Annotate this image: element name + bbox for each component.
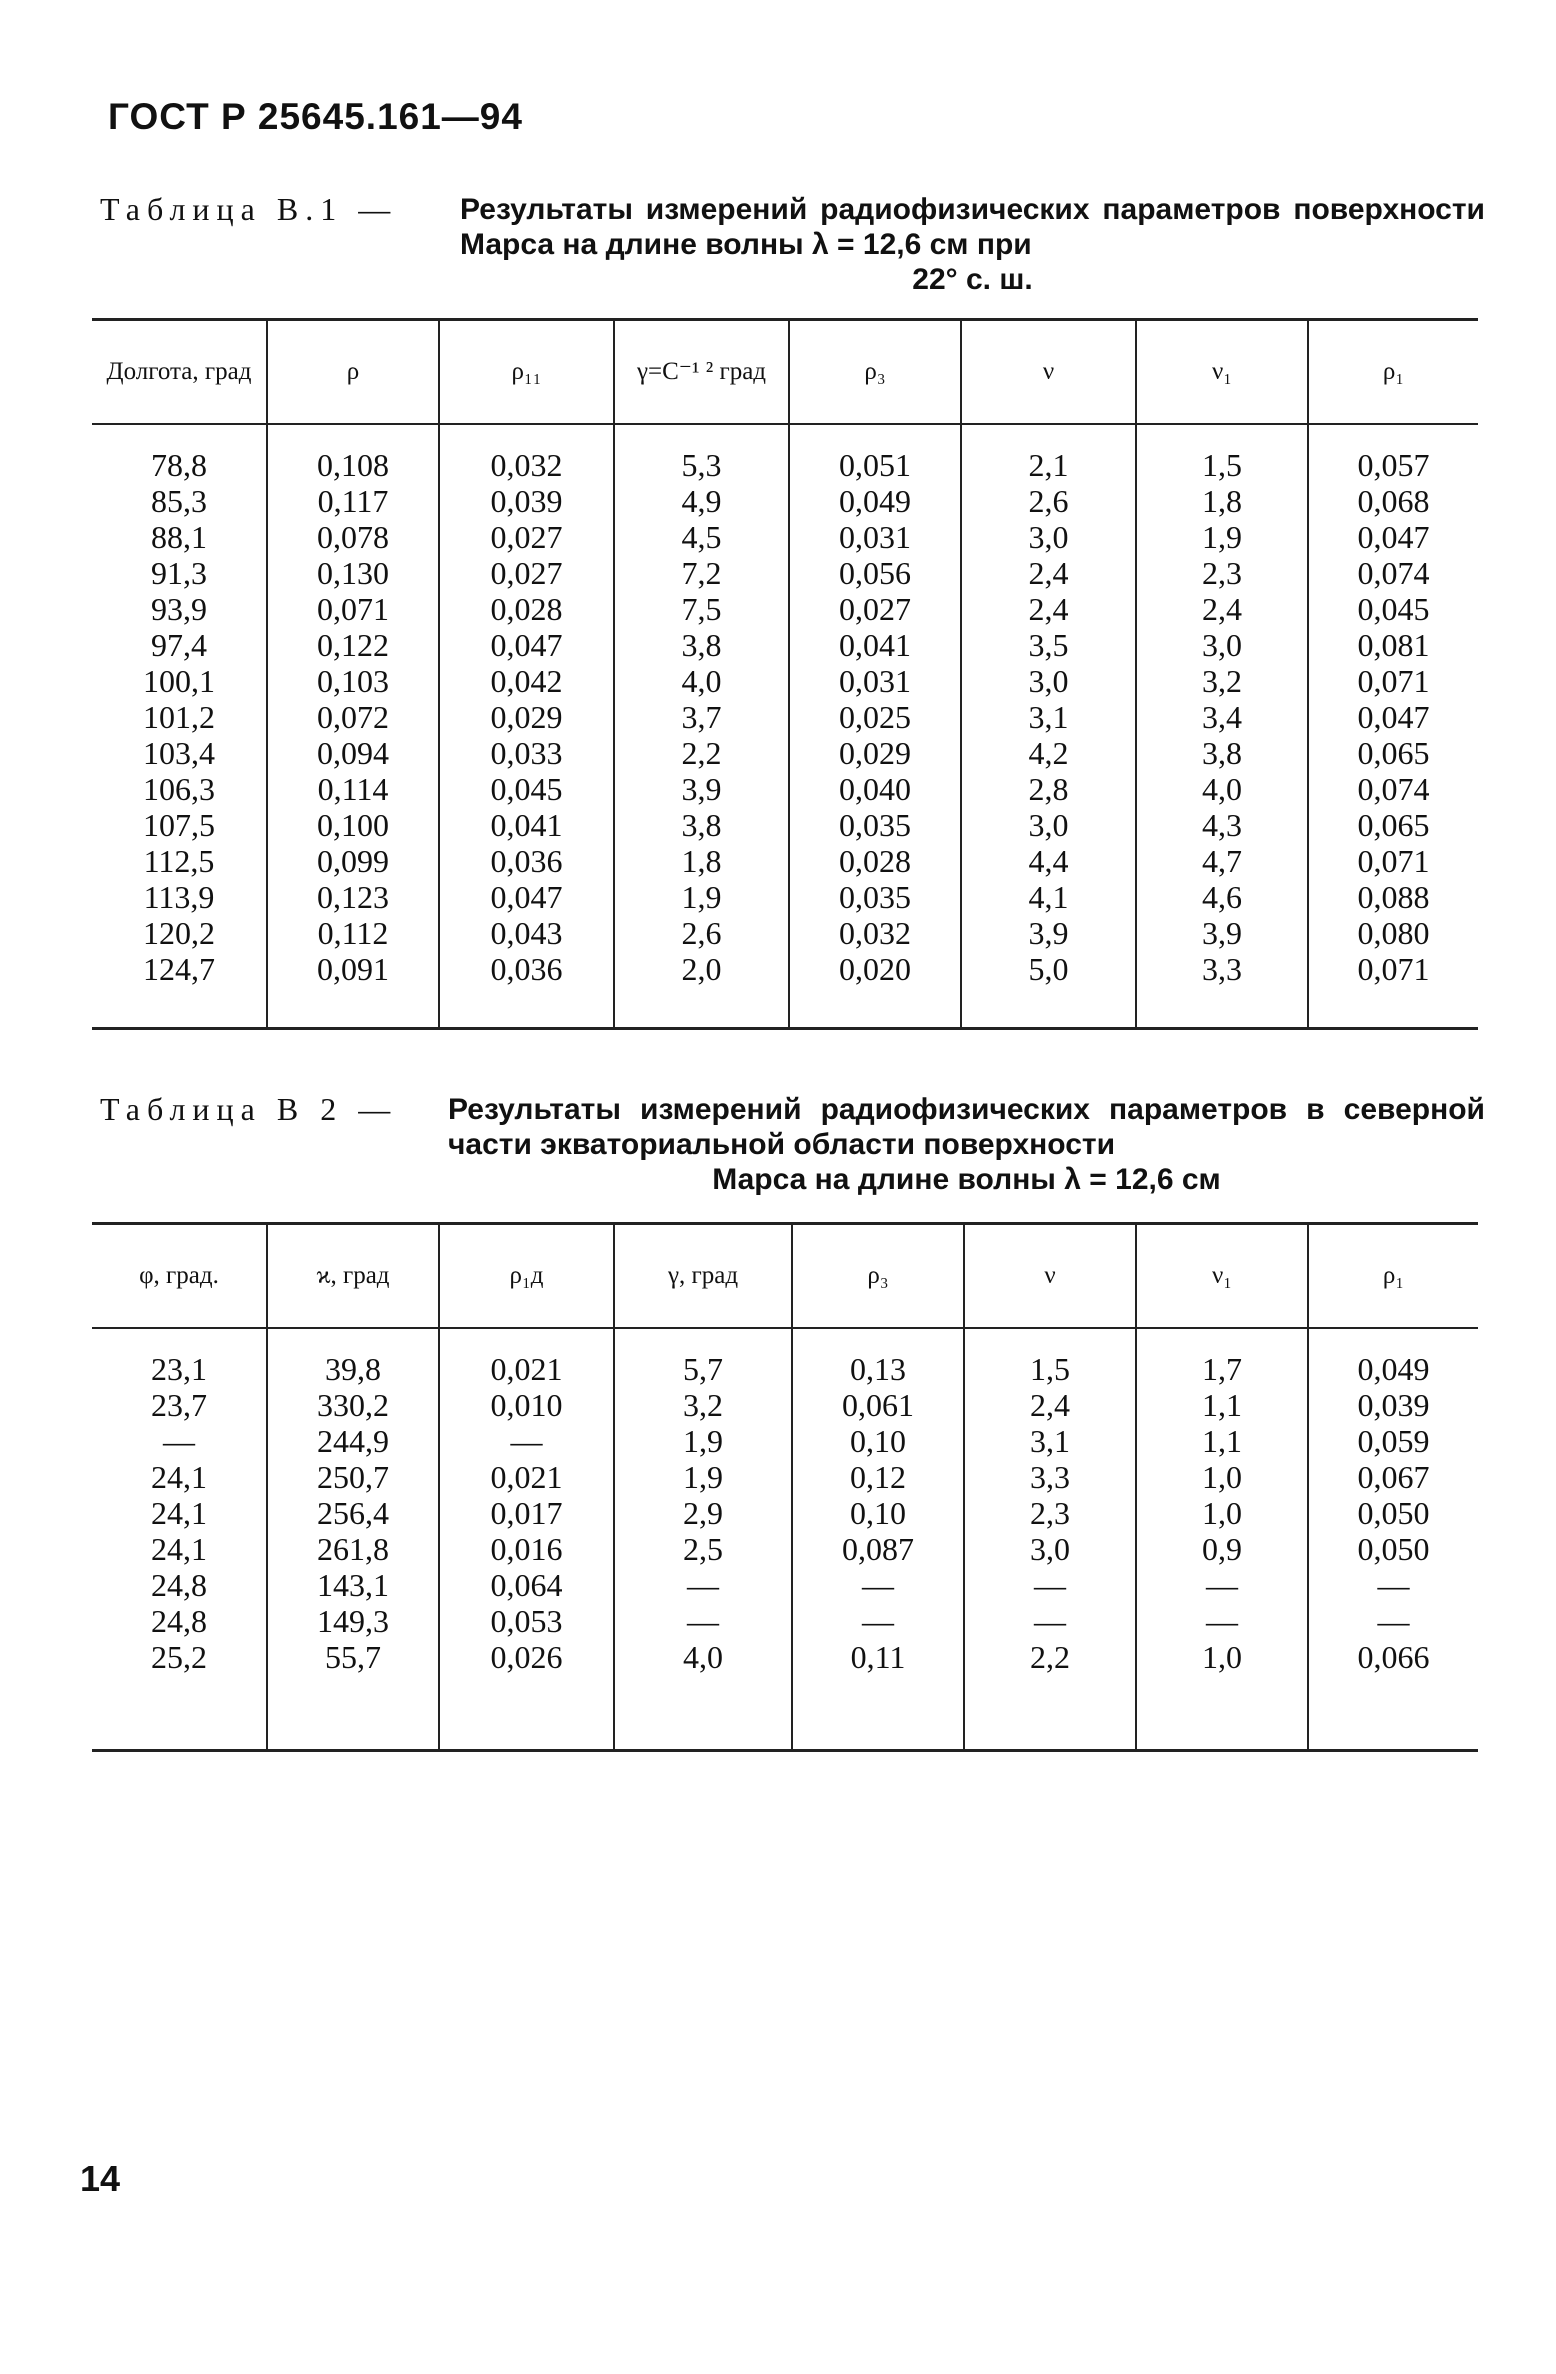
table-cell: 0,12: [792, 1459, 964, 1495]
table2-caption-last: Марса на длине волны λ = 12,6 см: [712, 1163, 1221, 1196]
table-cell: 0,036: [439, 951, 614, 987]
table-cell: 3,8: [1136, 735, 1308, 771]
table2-body: [92, 1328, 1478, 1751]
table-cell: 3,0: [964, 1531, 1136, 1567]
table-cell: 0,9: [1136, 1531, 1308, 1567]
table-cell: 0,056: [789, 555, 961, 591]
table-row: [92, 1351, 1478, 1387]
table-cell: 0,033: [439, 735, 614, 771]
table-cell: 2,4: [1136, 591, 1308, 627]
table-cell: 0,080: [1308, 915, 1478, 951]
table-cell: 113,9: [143, 879, 215, 915]
table-cell: 25,2: [151, 1639, 207, 1675]
table-cell: 256,4: [267, 1495, 439, 1531]
table-cell: 91,3: [151, 555, 207, 591]
table-cell: 0,057: [1308, 447, 1478, 483]
table-cell: 1,0: [1136, 1495, 1308, 1531]
table-cell: 24,1: [151, 1495, 207, 1531]
table-cell: 0,040: [789, 771, 961, 807]
table-cell: 3,2: [614, 1387, 792, 1423]
table-cell: 0,066: [1308, 1639, 1478, 1675]
table-cell: 0,039: [439, 483, 614, 519]
table2-header-cell: ν: [964, 1224, 1136, 1329]
table-cell: 1,9: [1136, 519, 1308, 555]
spacer-cell: [614, 424, 789, 447]
table-row: [92, 1423, 1478, 1459]
table-cell: 0,067: [1308, 1459, 1478, 1495]
table1-header-cell: ν: [961, 320, 1136, 425]
table-cell: 0,036: [439, 843, 614, 879]
spacer-row: [92, 987, 1478, 1029]
table-cell: 0,035: [789, 807, 961, 843]
table-cell: 4,7: [1136, 843, 1308, 879]
table-cell: 1,0: [1136, 1459, 1308, 1495]
table-row: [92, 1531, 1478, 1567]
table-cell: 0,029: [439, 699, 614, 735]
table-cell: —: [614, 1603, 792, 1639]
table-cell: —: [614, 1567, 792, 1603]
table-cell: 0,039: [1308, 1387, 1478, 1423]
table-row: [92, 555, 1478, 591]
table-cell: 97,4: [151, 627, 207, 663]
spacer-cell: [267, 424, 439, 447]
table-cell: 0,049: [789, 483, 961, 519]
table-cell: 0,13: [792, 1351, 964, 1387]
table-cell: 2,6: [961, 483, 1136, 519]
table-row: [92, 1567, 1478, 1603]
table-cell: 0,047: [439, 879, 614, 915]
table-cell: 3,4: [1136, 699, 1308, 735]
table-cell: 0,051: [789, 447, 961, 483]
table-cell: 0,017: [439, 1495, 614, 1531]
table2-header-cell: φ, град.: [92, 1224, 267, 1329]
table-cell: 3,0: [961, 519, 1136, 555]
spacer-cell: [439, 424, 614, 447]
table-cell: 2,2: [614, 735, 789, 771]
table-cell: 2,1: [961, 447, 1136, 483]
table-cell: 0,050: [1308, 1495, 1478, 1531]
table-cell: 261,8: [267, 1531, 439, 1567]
table-cell: 5,0: [961, 951, 1136, 987]
table-cell: —: [1136, 1603, 1308, 1639]
table-cell: —: [792, 1567, 964, 1603]
table-cell: 1,1: [1136, 1423, 1308, 1459]
table-cell: 0,088: [1308, 879, 1478, 915]
table-cell: 0,071: [1308, 951, 1478, 987]
table-cell: 3,9: [961, 915, 1136, 951]
table-cell: 88,1: [151, 519, 207, 555]
table1-header-cell: Долгота, град: [92, 320, 267, 425]
table-cell: 0,032: [439, 447, 614, 483]
table-cell: 244,9: [267, 1423, 439, 1459]
table-cell: 0,047: [439, 627, 614, 663]
table-cell: 0,117: [267, 483, 439, 519]
table-cell: 3,8: [614, 627, 789, 663]
table-cell: 0,074: [1308, 555, 1478, 591]
table-row: [92, 483, 1478, 519]
table-cell: 106,3: [143, 771, 215, 807]
table-cell: 78,8: [151, 447, 207, 483]
table-cell: 3,7: [614, 699, 789, 735]
table-row: [92, 915, 1478, 951]
table-row: [92, 1603, 1478, 1639]
table1: [92, 318, 1478, 1030]
table-cell: 3,9: [614, 771, 789, 807]
table-cell: 0,10: [792, 1495, 964, 1531]
page-number: 14: [80, 2158, 121, 2199]
table-cell: 250,7: [267, 1459, 439, 1495]
table-cell: 4,1: [961, 879, 1136, 915]
table-cell: 0,078: [267, 519, 439, 555]
table-row: [92, 1495, 1478, 1531]
table-row: [92, 1639, 1478, 1675]
table-cell: 5,3: [614, 447, 789, 483]
table-row: [92, 699, 1478, 735]
table-cell: 3,0: [961, 663, 1136, 699]
spacer-cell: [1308, 987, 1478, 1029]
table-cell: 1,8: [1136, 483, 1308, 519]
table-cell: 3,1: [961, 699, 1136, 735]
table-cell: 0,10: [792, 1423, 964, 1459]
table2-header-cell: ρ₁: [1308, 1224, 1478, 1329]
table1-header-row: [92, 320, 1478, 425]
spacer-cell: [789, 424, 961, 447]
table-cell: 23,1: [151, 1351, 207, 1387]
table-cell: 0,049: [1308, 1351, 1478, 1387]
table-cell: 0,11: [792, 1639, 964, 1675]
table1-header-cell: ρ₁₁: [439, 320, 614, 425]
table-cell: 0,071: [1308, 843, 1478, 879]
spacer-row: [92, 1675, 1478, 1751]
table1-header-cell: γ=C⁻¹ ² град: [614, 320, 789, 425]
table-cell: 24,8: [151, 1603, 207, 1639]
table2-header-cell: ρ₃: [792, 1224, 964, 1329]
table-cell: 2,4: [961, 555, 1136, 591]
table-cell: 1,0: [1136, 1639, 1308, 1675]
table-cell: 0,087: [792, 1531, 964, 1567]
table-cell: 0,071: [1308, 663, 1478, 699]
table-cell: 7,5: [614, 591, 789, 627]
table-cell: 0,122: [267, 627, 439, 663]
table-cell: 0,103: [267, 663, 439, 699]
table-cell: 0,114: [267, 771, 439, 807]
table-cell: 0,064: [439, 1567, 614, 1603]
table-cell: 2,9: [614, 1495, 792, 1531]
table-row: [92, 627, 1478, 663]
table-cell: 5,7: [614, 1351, 792, 1387]
table1-header-cell: ν₁: [1136, 320, 1308, 425]
table-cell: 1,8: [614, 843, 789, 879]
table-cell: 0,020: [789, 951, 961, 987]
table-cell: 0,072: [267, 699, 439, 735]
table-cell: 23,7: [151, 1387, 207, 1423]
table1-caption: [100, 192, 1485, 297]
table1-caption-last: 22° с. ш.: [912, 263, 1033, 296]
spacer-cell: [961, 987, 1136, 1029]
table-cell: 4,2: [961, 735, 1136, 771]
table-cell: —: [964, 1603, 1136, 1639]
spacer-cell: [92, 424, 267, 447]
table-cell: 3,2: [1136, 663, 1308, 699]
table-cell: 0,010: [439, 1387, 614, 1423]
table-cell: 55,7: [267, 1639, 439, 1675]
table-cell: 0,031: [789, 663, 961, 699]
table-cell: 0,045: [439, 771, 614, 807]
table-cell: 0,031: [789, 519, 961, 555]
table-cell: 0,059: [1308, 1423, 1478, 1459]
table-cell: 2,6: [614, 915, 789, 951]
spacer-cell: [439, 1328, 614, 1351]
table2-header-cell: ϰ, град: [267, 1224, 439, 1329]
table-cell: 1,5: [964, 1351, 1136, 1387]
table-cell: 0,100: [267, 807, 439, 843]
table-cell: 24,1: [151, 1459, 207, 1495]
table-cell: 2,3: [964, 1495, 1136, 1531]
spacer-cell: [961, 424, 1136, 447]
table-cell: 0,041: [439, 807, 614, 843]
table-cell: 0,016: [439, 1531, 614, 1567]
table-cell: —: [1136, 1567, 1308, 1603]
table-cell: 0,025: [789, 699, 961, 735]
table-cell: 0,081: [1308, 627, 1478, 663]
table-cell: 0,028: [789, 843, 961, 879]
table2: [92, 1222, 1478, 1752]
spacer-cell: [267, 1675, 439, 1751]
table-cell: 0,041: [789, 627, 961, 663]
table-cell: 0,050: [1308, 1531, 1478, 1567]
table2-header-cell: ρ₁д: [439, 1224, 614, 1329]
table-row: [92, 843, 1478, 879]
table-cell: 0,028: [439, 591, 614, 627]
table-cell: 112,5: [143, 843, 215, 879]
table-cell: 0,043: [439, 915, 614, 951]
spacer-cell: [267, 987, 439, 1029]
spacer-cell: [1308, 424, 1478, 447]
table-cell: 93,9: [151, 591, 207, 627]
spacer-cell: [792, 1675, 964, 1751]
table1-header-cell: ρ₃: [789, 320, 961, 425]
table-row: [92, 1459, 1478, 1495]
table-cell: 3,3: [964, 1459, 1136, 1495]
table-cell: 0,099: [267, 843, 439, 879]
table-cell: 1,5: [1136, 447, 1308, 483]
table1-caption-body: Результаты измерений радиофизических параметров поверхности Марса на длине волны λ = 12,6 см при: [460, 193, 1485, 261]
table-cell: 120,2: [143, 915, 215, 951]
table-cell: 2,4: [964, 1387, 1136, 1423]
spacer-cell: [614, 987, 789, 1029]
table-cell: 103,4: [143, 735, 215, 771]
table-cell: 2,8: [961, 771, 1136, 807]
table-cell: 24,8: [151, 1567, 207, 1603]
table-cell: 2,4: [961, 591, 1136, 627]
table-cell: 124,7: [143, 951, 215, 987]
table2-header-cell: γ, град: [614, 1224, 792, 1329]
table-cell: 2,0: [614, 951, 789, 987]
table-cell: 149,3: [267, 1603, 439, 1639]
table-cell: 0,094: [267, 735, 439, 771]
table-cell: 3,0: [961, 807, 1136, 843]
table-cell: —: [1308, 1567, 1478, 1603]
table-cell: 0,029: [789, 735, 961, 771]
table-cell: 3,1: [964, 1423, 1136, 1459]
table-cell: 0,112: [267, 915, 439, 951]
table-cell: 0,035: [789, 879, 961, 915]
spacer-cell: [267, 1328, 439, 1351]
table-cell: 4,4: [961, 843, 1136, 879]
table-cell: —: [163, 1423, 195, 1459]
spacer-cell: [439, 987, 614, 1029]
spacer-cell: [92, 1675, 267, 1751]
table-cell: 0,021: [439, 1459, 614, 1495]
spacer-cell: [1136, 987, 1308, 1029]
table-cell: 2,3: [1136, 555, 1308, 591]
table-cell: 0,061: [792, 1387, 964, 1423]
table2-header-cell: ν₁: [1136, 1224, 1308, 1329]
table-cell: 0,068: [1308, 483, 1478, 519]
table-row: [92, 879, 1478, 915]
table2-header-row: [92, 1224, 1478, 1329]
spacer-cell: [92, 1328, 267, 1351]
spacer-cell: [614, 1328, 792, 1351]
table-cell: 4,9: [614, 483, 789, 519]
table1-body: [92, 424, 1478, 1029]
table-cell: —: [1308, 1603, 1478, 1639]
table2-caption: [100, 1092, 1485, 1197]
table2-caption-body: Результаты измерений радиофизических параметров в северной части экваториальной области поверхности: [448, 1093, 1485, 1161]
spacer-cell: [614, 1675, 792, 1751]
table-cell: 4,0: [1136, 771, 1308, 807]
table-cell: 0,026: [439, 1639, 614, 1675]
table-cell: 4,3: [1136, 807, 1308, 843]
spacer-cell: [1136, 1675, 1308, 1751]
spacer-cell: [92, 987, 267, 1029]
table1-header-cell: ρ₁: [1308, 320, 1478, 425]
spacer-row: [92, 1328, 1478, 1351]
table-cell: 0,047: [1308, 519, 1478, 555]
table-cell: 0,065: [1308, 807, 1478, 843]
table-cell: 1,9: [614, 1423, 792, 1459]
table-cell: 4,5: [614, 519, 789, 555]
table-row: [92, 1387, 1478, 1423]
table-cell: 3,5: [961, 627, 1136, 663]
table1-header-cell: ρ: [267, 320, 439, 425]
table-cell: 107,5: [143, 807, 215, 843]
table2-caption-lead: Таблица В 2 —: [100, 1091, 398, 1127]
table-cell: 0,065: [1308, 735, 1478, 771]
table-row: [92, 951, 1478, 987]
table-cell: 0,027: [439, 555, 614, 591]
table-cell: 143,1: [267, 1567, 439, 1603]
spacer-cell: [1136, 1328, 1308, 1351]
table-cell: 0,130: [267, 555, 439, 591]
table-cell: 0,074: [1308, 771, 1478, 807]
table-cell: 0,053: [439, 1603, 614, 1639]
spacer-cell: [1308, 1675, 1478, 1751]
table-cell: 3,8: [614, 807, 789, 843]
table-cell: 39,8: [267, 1351, 439, 1387]
spacer-cell: [439, 1675, 614, 1751]
table1-caption-lead: Таблица В.1 —: [100, 191, 398, 227]
table-cell: 0,021: [439, 1351, 614, 1387]
spacer-cell: [792, 1328, 964, 1351]
spacer-cell: [964, 1328, 1136, 1351]
table-cell: 330,2: [267, 1387, 439, 1423]
table-cell: 0,047: [1308, 699, 1478, 735]
table-cell: 0,027: [789, 591, 961, 627]
table-cell: —: [792, 1603, 964, 1639]
table-cell: 3,9: [1136, 915, 1308, 951]
table-cell: 4,6: [1136, 879, 1308, 915]
spacer-row: [92, 424, 1478, 447]
table-cell: 0,032: [789, 915, 961, 951]
table-cell: 1,9: [614, 1459, 792, 1495]
table-row: [92, 447, 1478, 483]
table-cell: 0,108: [267, 447, 439, 483]
table-cell: 1,1: [1136, 1387, 1308, 1423]
table-cell: —: [964, 1567, 1136, 1603]
spacer-cell: [964, 1675, 1136, 1751]
table-cell: 0,027: [439, 519, 614, 555]
table-cell: 1,9: [614, 879, 789, 915]
table-cell: 85,3: [151, 483, 207, 519]
table-cell: 0,071: [267, 591, 439, 627]
table-cell: 4,0: [614, 663, 789, 699]
table-cell: 7,2: [614, 555, 789, 591]
table-cell: 2,2: [964, 1639, 1136, 1675]
table-cell: 4,0: [614, 1639, 792, 1675]
table-cell: 3,3: [1136, 951, 1308, 987]
table-cell: 2,5: [614, 1531, 792, 1567]
table-cell: 100,1: [143, 663, 215, 699]
table-row: [92, 771, 1478, 807]
table-row: [92, 519, 1478, 555]
table-cell: 3,0: [1136, 627, 1308, 663]
table-row: [92, 807, 1478, 843]
document-header: ГОСТ Р 25645.161—94: [108, 96, 523, 137]
table-cell: —: [439, 1423, 614, 1459]
table-cell: 24,1: [151, 1531, 207, 1567]
spacer-cell: [1308, 1328, 1478, 1351]
spacer-cell: [1136, 424, 1308, 447]
spacer-cell: [789, 987, 961, 1029]
table-cell: 0,042: [439, 663, 614, 699]
table-cell: 0,045: [1308, 591, 1478, 627]
table-cell: 0,091: [267, 951, 439, 987]
table-row: [92, 735, 1478, 771]
table-row: [92, 591, 1478, 627]
table-cell: 101,2: [143, 699, 215, 735]
table-cell: 0,123: [267, 879, 439, 915]
table-row: [92, 663, 1478, 699]
table-cell: 1,7: [1136, 1351, 1308, 1387]
